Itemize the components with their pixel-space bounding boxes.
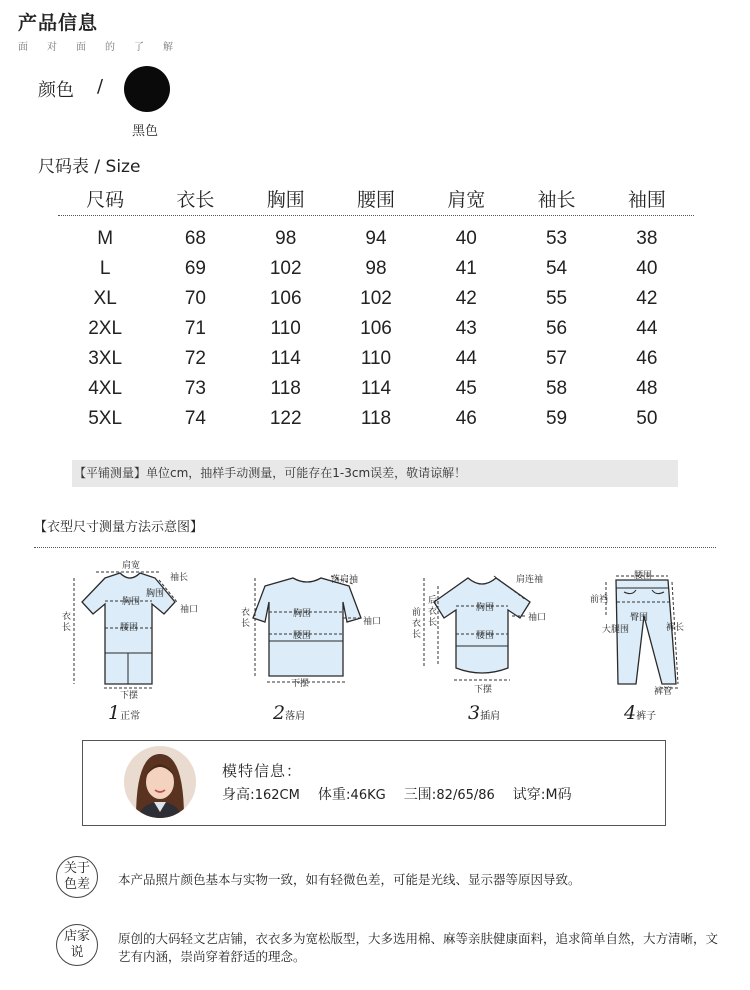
table-cell: 118	[270, 378, 301, 399]
table-cell: 5XL	[88, 408, 123, 429]
color-diff-text: 本产品照片颜色基本与实物一致，如有轻微色差，可能是光线、显示器等原因导致。	[118, 872, 581, 887]
diagram-caption: 1正常	[108, 702, 141, 724]
table-cell: 106	[360, 318, 392, 339]
label-thigh: 大腿围	[602, 625, 630, 635]
page-title: 产品信息	[18, 12, 99, 34]
model-avatar	[124, 746, 196, 818]
table-cell: 73	[184, 378, 206, 399]
table-row	[60, 374, 692, 404]
table-cell: 98	[365, 258, 387, 279]
label-pant-length: 裤长	[666, 623, 685, 633]
table-row	[60, 344, 692, 374]
label-chest: 胸围	[293, 609, 312, 619]
page-subtitle: 面对面的了解	[18, 42, 192, 53]
model-portrait-illustration	[124, 746, 196, 818]
table-cell: 40	[455, 228, 477, 249]
table-cell: 58	[545, 378, 568, 399]
label-waist: 腰围	[120, 623, 139, 633]
table-cell: 98	[275, 228, 297, 249]
label-hem: 下摆	[474, 685, 493, 695]
label-chest: 胸围	[122, 597, 141, 607]
table-cell: 110	[270, 318, 301, 339]
table-cell: 102	[360, 288, 392, 309]
table-row	[60, 404, 692, 434]
label-shoulder: 肩宽	[122, 561, 141, 571]
table-cell: 44	[455, 348, 477, 369]
label-chest: 胸围	[146, 589, 165, 599]
label-front-rise: 前裆	[590, 595, 609, 605]
table-cell: 50	[636, 408, 658, 429]
table-cell: 59	[545, 408, 568, 429]
model-weight-label: 体重:	[317, 787, 351, 803]
table-divider	[58, 215, 694, 216]
table-cell: 114	[270, 348, 301, 369]
table-cell: 94	[365, 228, 387, 249]
table-cell: 40	[636, 258, 658, 279]
table-cell: XL	[93, 288, 117, 309]
diagram-pants	[586, 556, 726, 731]
column-header: 尺码	[86, 188, 125, 211]
size-table	[60, 180, 692, 434]
table-row	[60, 254, 692, 284]
label-hip: 臀围	[630, 613, 649, 623]
model-bust-value: 82/65/86	[436, 788, 495, 803]
diagram-drop-shoulder	[235, 556, 385, 731]
label-length: 衣长	[62, 612, 72, 633]
table-cell: 46	[455, 408, 477, 429]
table-cell: 43	[455, 318, 477, 339]
color-swatch-black[interactable]	[124, 66, 170, 112]
label-chest: 胸围	[476, 603, 495, 613]
table-row	[60, 314, 692, 344]
table-cell: 74	[184, 408, 206, 429]
table-cell: 42	[636, 288, 658, 309]
shop-badge	[56, 924, 98, 966]
table-cell: 46	[636, 348, 658, 369]
table-cell: 118	[360, 408, 392, 429]
label-cuff: 袖口	[528, 613, 547, 623]
label-waist: 腰围	[293, 631, 312, 641]
table-cell: 106	[269, 288, 302, 309]
model-height-value: 162CM	[254, 788, 300, 803]
table-cell: 114	[360, 378, 392, 399]
table-cell: 4XL	[88, 378, 123, 399]
table-cell: 57	[545, 348, 568, 369]
label-cuff: 袖口	[363, 617, 382, 627]
diagram-caption: 2落肩	[273, 702, 306, 724]
table-cell: 45	[455, 378, 477, 399]
shop-text: 原创的大码轻文艺店铺，衣衣多为宽松版型，大多选用棉、麻等亲肤健康面料，追求简单自然，大方清晰，文艺有内涵，崇尚穿着舒适的理念。	[118, 931, 719, 964]
badge-line: 店家	[63, 929, 90, 944]
label-back-length: 后衣长	[428, 596, 438, 628]
badge-line: 色差	[63, 877, 90, 892]
badge-line: 说	[70, 945, 84, 960]
measurement-note: 【平铺测量】单位cm，抽样手动测量，可能存在1-3cm误差，敬请谅解！	[72, 460, 678, 487]
table-cell: 122	[269, 408, 302, 429]
method-divider	[34, 547, 716, 548]
table-cell: 69	[184, 258, 206, 279]
color-label: 颜色	[38, 80, 74, 101]
table-cell: 68	[184, 228, 206, 249]
label-sleeve-length: 袖长	[170, 573, 189, 583]
table-cell: 72	[184, 348, 206, 369]
table-cell: 48	[636, 378, 658, 399]
column-header: 袖围	[627, 188, 666, 211]
column-header: 胸围	[266, 188, 305, 211]
label-raglan: 肩连袖	[516, 575, 544, 585]
table-cell: L	[99, 258, 111, 279]
label-drop-sleeve: 落肩袖	[331, 575, 359, 585]
table-cell: 41	[455, 258, 477, 279]
table-cell: 38	[636, 228, 658, 249]
column-header: 腰围	[356, 188, 395, 211]
model-bust-label: 三围:	[403, 787, 437, 803]
diagram-caption: 4裤子	[624, 702, 657, 724]
model-weight-value: 46KG	[350, 788, 386, 803]
label-leg-opening: 裤管	[654, 687, 673, 697]
model-height-label: 身高:	[222, 787, 255, 803]
label-waist: 腰围	[476, 631, 495, 641]
table-cell: 110	[360, 348, 392, 369]
label-waist: 腰围	[634, 571, 653, 581]
column-header: 肩宽	[447, 188, 486, 211]
table-cell: 44	[636, 318, 658, 339]
method-title: 【衣型尺寸测量方法示意图】	[34, 520, 204, 535]
table-cell: 53	[545, 228, 568, 249]
color-diff-badge	[56, 856, 98, 898]
model-stats	[222, 784, 572, 804]
column-header: 袖长	[537, 188, 576, 211]
model-info-title: 模特信息：	[222, 762, 303, 780]
column-header: 衣长	[176, 188, 215, 211]
diagram-regular	[60, 556, 200, 731]
table-cell: 3XL	[88, 348, 123, 369]
table-cell: 71	[184, 318, 206, 339]
table-cell: 56	[545, 318, 568, 339]
label-hem: 下摆	[291, 679, 310, 689]
table-cell: 2XL	[88, 318, 123, 339]
table-cell: 70	[184, 288, 206, 309]
table-cell: 55	[545, 288, 568, 309]
table-row	[60, 224, 692, 254]
table-row	[60, 284, 692, 314]
diagram-raglan	[408, 556, 558, 731]
size-table-header	[60, 180, 692, 218]
model-try-label: 试穿:	[512, 787, 546, 803]
table-cell: 102	[269, 258, 302, 279]
model-try-value: M码	[545, 787, 572, 803]
table-cell: M	[97, 228, 114, 249]
label-length: 衣长	[241, 608, 251, 629]
diagram-caption: 3插肩	[468, 702, 501, 724]
color-swatch-name: 黑色	[132, 124, 159, 139]
size-table-label: 尺码表 / Size	[38, 157, 141, 177]
badge-line: 关于	[63, 861, 90, 876]
label-cuff: 袖口	[180, 605, 199, 615]
table-cell: 42	[455, 288, 477, 309]
table-cell: 54	[545, 258, 568, 279]
label-hem: 下摆	[120, 691, 139, 701]
color-slash: /	[97, 76, 104, 97]
label-front-length: 前衣长	[412, 608, 422, 640]
